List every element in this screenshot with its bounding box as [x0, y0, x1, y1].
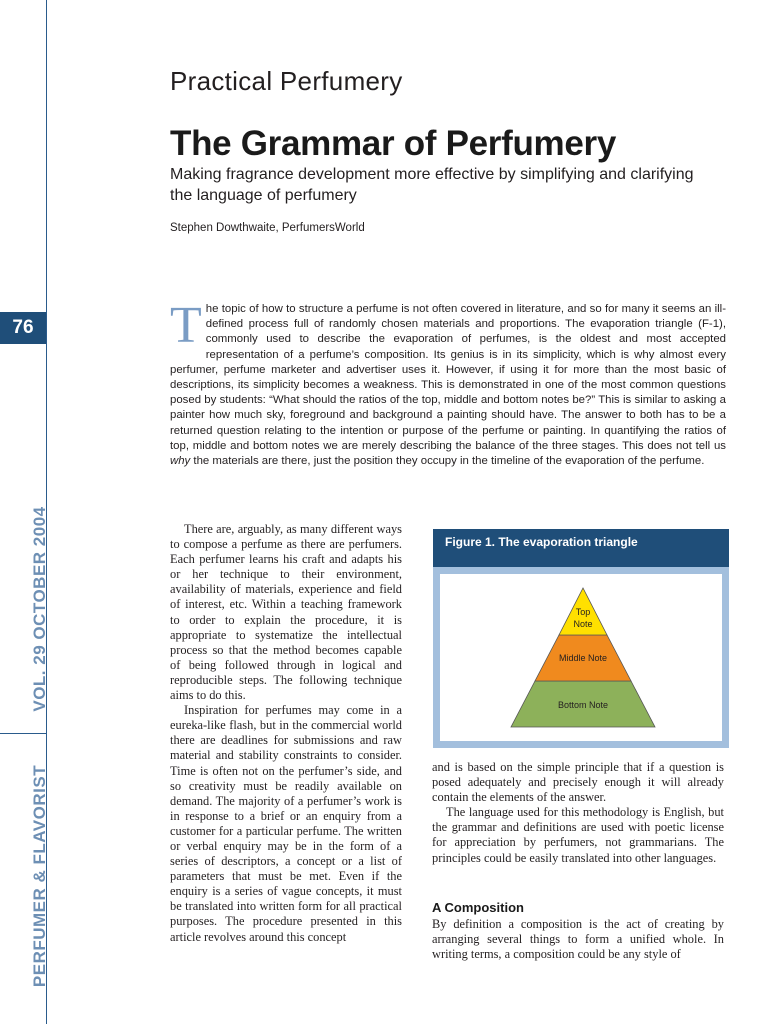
section-title: Practical Perfumery: [170, 66, 403, 96]
figure-caption: Figure 1. The evaporation triangle: [433, 529, 729, 567]
figure-canvas: [440, 574, 722, 741]
body-paragraph: By definition a composition is the act of creating by arranging several things to form a unified whole. In writing terms, a composition could be any style of: [432, 917, 724, 962]
body-paragraph: There are, arguably, as many different ways to compose a perfume as there are perfumers. Each perfumer learns his craft and adapts his or her technique to their environment, availability of materials, experience and field of interest, etc. Within a teaching framework to order to explain the procedure, it is appropriate to systematize the intellectual process so that the method becomes capable of being followed through in logical and reproducible steps. The following technique aims to do this.: [170, 522, 402, 703]
page-number: 76: [0, 312, 46, 344]
article-subtitle: Making fragrance development more effective by simplifying and clarifying the language of perfumery: [170, 166, 694, 204]
body-column-right-continued: [432, 917, 724, 962]
drop-cap: T: [170, 297, 202, 354]
top-note-label-line2: Note: [573, 619, 593, 629]
byline: Stephen Dowthwaite, PerfumersWorld: [170, 222, 365, 234]
journal-name: PERFUMER & FLAVORIST: [30, 764, 49, 988]
margin-divider: [0, 733, 46, 734]
body-column-left: [170, 522, 402, 945]
body-column-right: [432, 760, 724, 866]
lead-emphasis: why: [170, 455, 191, 468]
article-title: The Grammar of Perfumery: [170, 124, 617, 163]
body-paragraph: and is based on the simple principle that if a question is posed adequately and precisely enough it will already contain the elements of the answer.: [432, 760, 724, 805]
evaporation-triangle: [440, 574, 722, 741]
figure-frame: [433, 567, 729, 748]
lead-text-2: the materials are there, just the position they occupy in the timeline of the evaporation of the perfume.: [190, 455, 705, 468]
body-paragraph: Inspiration for perfumes may come in a eureka-like flash, but in the commercial world there are deadlines for submissions and raw material and stability constraints to consider. Time is often not on the perfumer’s side, and so creativity must be readily available on demand. The majority of a perfumer’s work is in response to a brief or an enquiry from a customer for a particular perfume. The written or verbal enquiry may be in the form of a series of descriptors, a concept or a list of parameters that must be met. Even if the enquiry is a series of vague concepts, it must be translated into written form for all practical purposes. The procedure presented in this article revolves around this concept: [170, 703, 402, 944]
volume-date: VOL. 29 OCTOBER 2004: [30, 506, 49, 712]
body-paragraph: The language used for this methodology is English, but the grammar and definitions are used with poetic license for appreciation by perfumers, not grammarians. The principles could be easily translated into other languages.: [432, 805, 724, 865]
subheading: A Composition: [432, 900, 524, 915]
lead-paragraph: [170, 297, 726, 469]
bottom-note-label: Bottom Note: [557, 700, 609, 710]
top-note-label-line1: Top: [575, 607, 591, 617]
middle-note-label: Middle Note: [558, 653, 608, 663]
lead-text-1: he topic of how to structure a perfume is not often covered in literature, and so for many it seems an ill-defined process full of randomly chosen materials and proportions. The evaporation triangle (F-1), commonly used to describe the evaporation of perfumes, is the oldest and most accepted representation of a perfume’s composition. Its genius is in its simplicity, which is why almost every perfumer, perfume marketer and advertiser uses it. However, if using it for more than the most basic of descriptions, its simplicity becomes a weakness. This is demonstrated in one of the most common questions posed by students: “What should the ratios of the top, middle and bottom notes be?” This is similar to asking a painter how much sky, foreground and background a painting should have. The answer to both has to be a returned question relating to the intention or purpose of the perfume or painting. In quantifying the ratios of top, middle and bottom notes we are merely describing the balance of the three stages. This does not tell us: [170, 303, 726, 452]
